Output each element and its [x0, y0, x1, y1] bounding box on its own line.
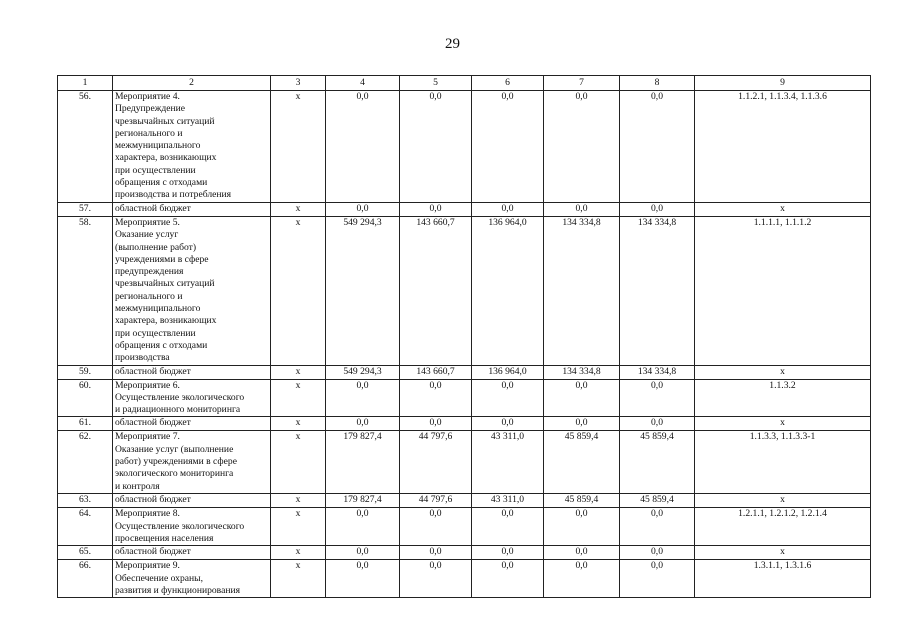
column-5-value: 0,0: [400, 508, 472, 546]
column-7-value: 0,0: [544, 379, 620, 417]
column-8-value: 45 859,4: [620, 494, 695, 508]
column-8-value: 0,0: [620, 203, 695, 217]
indicator-codes: х: [695, 494, 871, 508]
column-6-value: 136 964,0: [472, 365, 544, 379]
column-header: 6: [472, 76, 544, 91]
activities-table: [57, 75, 871, 598]
indicator-codes: 1.1.3.2: [695, 379, 871, 417]
column-3-value: х: [271, 431, 326, 494]
indicator-codes: 1.1.1.1, 1.1.1.2: [695, 217, 871, 366]
column-header: 4: [326, 76, 400, 91]
column-4-value: 179 827,4: [326, 431, 400, 494]
column-header: 7: [544, 76, 620, 91]
table-row: [58, 417, 871, 431]
activity-name: областной бюджет: [113, 494, 271, 508]
column-6-value: 0,0: [472, 91, 544, 203]
table-row: [58, 546, 871, 560]
table-row: [58, 365, 871, 379]
table-row: [58, 217, 871, 366]
column-5-value: 0,0: [400, 417, 472, 431]
column-4-value: 0,0: [326, 546, 400, 560]
column-4-value: 179 827,4: [326, 494, 400, 508]
column-7-value: 45 859,4: [544, 431, 620, 494]
indicator-codes: 1.1.3.3, 1.1.3.3-1: [695, 431, 871, 494]
column-7-value: 45 859,4: [544, 494, 620, 508]
activity-name: Мероприятие 8. Осуществление экологического просвещения населения: [113, 508, 271, 546]
column-7-value: 134 334,8: [544, 217, 620, 366]
indicator-codes: х: [695, 417, 871, 431]
column-4-value: 0,0: [326, 379, 400, 417]
column-7-value: 134 334,8: [544, 365, 620, 379]
row-number: 57.: [58, 203, 113, 217]
activity-name: областной бюджет: [113, 203, 271, 217]
table-row: [58, 203, 871, 217]
row-number: 59.: [58, 365, 113, 379]
column-header: 5: [400, 76, 472, 91]
column-7-value: 0,0: [544, 91, 620, 203]
column-4-value: 549 294,3: [326, 217, 400, 366]
table-header-row: [58, 76, 871, 91]
column-4-value: 0,0: [326, 203, 400, 217]
column-5-value: 143 660,7: [400, 365, 472, 379]
activity-name: областной бюджет: [113, 365, 271, 379]
column-7-value: 0,0: [544, 203, 620, 217]
column-7-value: 0,0: [544, 508, 620, 546]
column-6-value: 0,0: [472, 417, 544, 431]
column-5-value: 0,0: [400, 560, 472, 598]
column-6-value: 0,0: [472, 203, 544, 217]
indicator-codes: 1.2.1.1, 1.2.1.2, 1.2.1.4: [695, 508, 871, 546]
row-number: 62.: [58, 431, 113, 494]
column-7-value: 0,0: [544, 417, 620, 431]
activity-name: Мероприятие 9. Обеспечение охраны, развития и функционирования: [113, 560, 271, 598]
column-header: 3: [271, 76, 326, 91]
column-7-value: 0,0: [544, 546, 620, 560]
column-7-value: 0,0: [544, 560, 620, 598]
column-6-value: 0,0: [472, 379, 544, 417]
column-3-value: х: [271, 560, 326, 598]
column-5-value: 0,0: [400, 379, 472, 417]
column-5-value: 44 797,6: [400, 431, 472, 494]
column-8-value: 45 859,4: [620, 431, 695, 494]
column-4-value: 0,0: [326, 508, 400, 546]
column-3-value: х: [271, 508, 326, 546]
column-6-value: 43 311,0: [472, 431, 544, 494]
column-5-value: 44 797,6: [400, 494, 472, 508]
row-number: 58.: [58, 217, 113, 366]
indicator-codes: х: [695, 203, 871, 217]
column-3-value: х: [271, 546, 326, 560]
column-8-value: 0,0: [620, 379, 695, 417]
column-3-value: х: [271, 379, 326, 417]
column-8-value: 134 334,8: [620, 217, 695, 366]
row-number: 64.: [58, 508, 113, 546]
activity-name: Мероприятие 5. Оказание услуг (выполнение работ) учреждениями в сфере предупреждения чрезвычайных ситуаций регионального и межмуниципального характера, возникающих при осуществлении обращения с отходами производства: [113, 217, 271, 366]
page-number: 29: [445, 36, 460, 52]
column-3-value: х: [271, 494, 326, 508]
column-6-value: 136 964,0: [472, 217, 544, 366]
row-number: 63.: [58, 494, 113, 508]
column-3-value: х: [271, 203, 326, 217]
column-5-value: 0,0: [400, 203, 472, 217]
column-header: 1: [58, 76, 113, 91]
table-row: [58, 560, 871, 598]
column-4-value: 0,0: [326, 560, 400, 598]
indicator-codes: 1.1.2.1, 1.1.3.4, 1.1.3.6: [695, 91, 871, 203]
column-8-value: 0,0: [620, 417, 695, 431]
table-row: [58, 91, 871, 203]
row-number: 56.: [58, 91, 113, 203]
row-number: 66.: [58, 560, 113, 598]
activity-name: Мероприятие 7. Оказание услуг (выполнение работ) учреждениями в сфере экологического мониторинга и контроля: [113, 431, 271, 494]
column-5-value: 143 660,7: [400, 217, 472, 366]
column-3-value: х: [271, 91, 326, 203]
table-row: [58, 431, 871, 494]
indicator-codes: 1.3.1.1, 1.3.1.6: [695, 560, 871, 598]
row-number: 61.: [58, 417, 113, 431]
table-row: [58, 508, 871, 546]
column-6-value: 0,0: [472, 546, 544, 560]
column-header: 9: [695, 76, 871, 91]
table-row: [58, 379, 871, 417]
column-8-value: 0,0: [620, 91, 695, 203]
indicator-codes: х: [695, 365, 871, 379]
column-header: 2: [113, 76, 271, 91]
column-6-value: 0,0: [472, 560, 544, 598]
column-8-value: 0,0: [620, 560, 695, 598]
column-8-value: 0,0: [620, 546, 695, 560]
activity-name: областной бюджет: [113, 546, 271, 560]
column-5-value: 0,0: [400, 546, 472, 560]
column-4-value: 0,0: [326, 417, 400, 431]
column-3-value: х: [271, 417, 326, 431]
indicator-codes: х: [695, 546, 871, 560]
activity-name: Мероприятие 6. Осуществление экологического и радиационного мониторинга: [113, 379, 271, 417]
column-header: 8: [620, 76, 695, 91]
column-3-value: х: [271, 365, 326, 379]
column-8-value: 134 334,8: [620, 365, 695, 379]
row-number: 65.: [58, 546, 113, 560]
row-number: 60.: [58, 379, 113, 417]
column-5-value: 0,0: [400, 91, 472, 203]
column-4-value: 549 294,3: [326, 365, 400, 379]
activity-name: областной бюджет: [113, 417, 271, 431]
column-6-value: 0,0: [472, 508, 544, 546]
column-4-value: 0,0: [326, 91, 400, 203]
column-8-value: 0,0: [620, 508, 695, 546]
column-6-value: 43 311,0: [472, 494, 544, 508]
column-3-value: х: [271, 217, 326, 366]
activity-name: Мероприятие 4. Предупреждение чрезвычайных ситуаций регионального и межмуниципального характера, возникающих при осуществлении обращения с отходами производства и потребления: [113, 91, 271, 203]
table-row: [58, 494, 871, 508]
